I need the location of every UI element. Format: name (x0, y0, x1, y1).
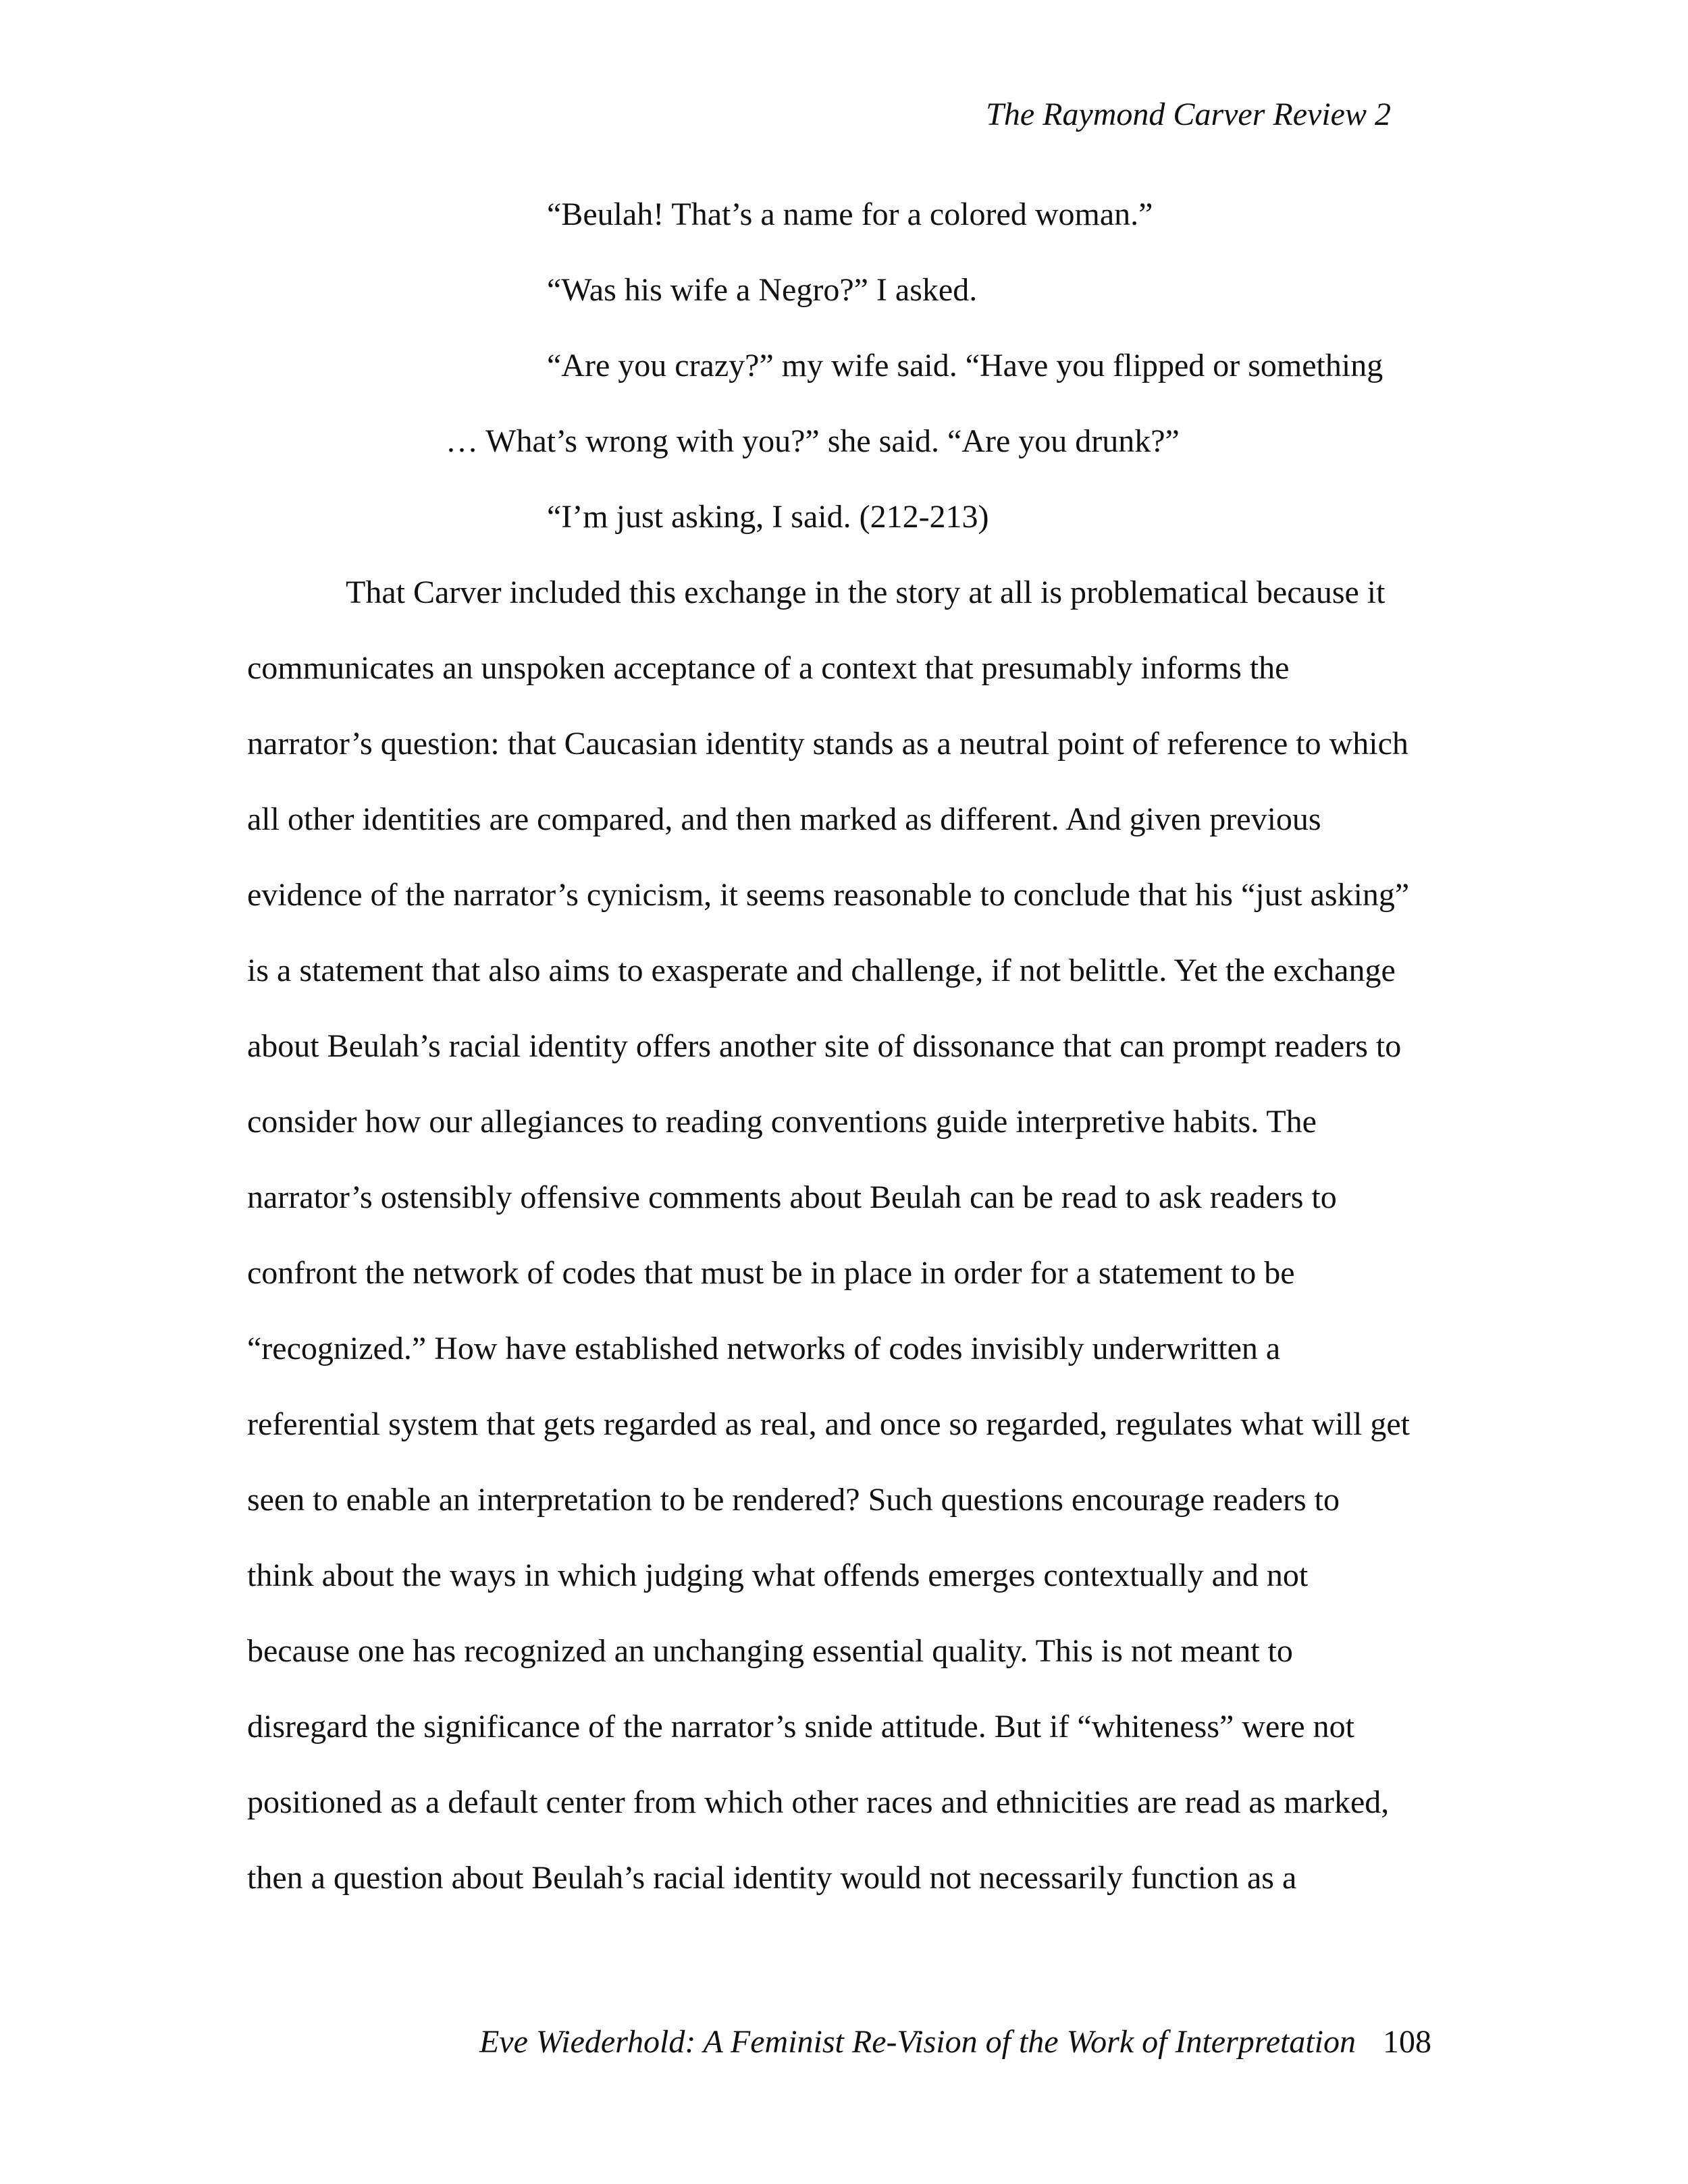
paragraph-line: That Carver included this exchange in the story at all is problematical because it (346, 575, 1386, 610)
running-footer (405, 2022, 1431, 2062)
footer-title: Eve Wiederhold: A Feminist Re-Vision of the Work of Interpretation (479, 2024, 1356, 2060)
paragraph-line: about Beulah’s racial identity offers another site of dissonance that can prompt readers to (247, 1028, 1402, 1064)
paragraph-line: seen to enable an interpretation to be rendered? Such questions encourage readers to (247, 1482, 1340, 1518)
paragraph-line: disregard the significance of the narrator’s snide attitude. But if “whiteness” were not (247, 1709, 1354, 1744)
quote-line: … What’s wrong with you?” she said. “Are you drunk?” (446, 423, 1180, 459)
quote-line: “Are you crazy?” my wife said. “Have you flipped or something (547, 348, 1383, 383)
paragraph-line: positioned as a default center from which other races and ethnicities are read as marked, (247, 1784, 1390, 1820)
paragraph-line: referential system that gets regarded as real, and once so regarded, regulates what will get (247, 1406, 1410, 1442)
quote-line: “Was his wife a Negro?” I asked. (547, 272, 978, 308)
paragraph-line: “recognized.” How have established networks of codes invisibly underwritten a (247, 1331, 1281, 1366)
paragraph-line: communicates an unspoken acceptance of a context that presumably informs the (247, 650, 1290, 686)
running-header: The Raymond Carver Review 2 (986, 97, 1391, 132)
paragraph-line: narrator’s ostensibly offensive comments about Beulah can be read to ask readers to (247, 1179, 1337, 1215)
quote-line: “Beulah! That’s a name for a colored woman.” (547, 196, 1153, 232)
paragraph-line: narrator’s question: that Caucasian identity stands as a neutral point of reference to which (247, 726, 1408, 762)
paragraph-line: evidence of the narrator’s cynicism, it seems reasonable to conclude that his “just asking” (247, 877, 1410, 913)
paragraph-line: is a statement that also aims to exasperate and challenge, if not belittle. Yet the exchange (247, 953, 1396, 988)
paragraph-line: consider how our allegiances to reading conventions guide interpretive habits. The (247, 1104, 1317, 1140)
paragraph-line: think about the ways in which judging what offends emerges contextually and not (247, 1557, 1309, 1593)
paragraph-line: because one has recognized an unchanging essential quality. This is not meant to (247, 1633, 1293, 1669)
quote-line: “I’m just asking, I said. (212-213) (547, 499, 989, 535)
block-quote (446, 194, 1458, 572)
paragraph-line: all other identities are compared, and then marked as different. And given previous (247, 801, 1321, 837)
paragraph-line: confront the network of codes that must be in place in order for a statement to be (247, 1255, 1295, 1291)
paragraph-line: then a question about Beulah’s racial identity would not necessarily function as a (247, 1860, 1297, 1896)
page-number: 108 (1383, 2024, 1431, 2060)
body-paragraph (247, 572, 1449, 1934)
